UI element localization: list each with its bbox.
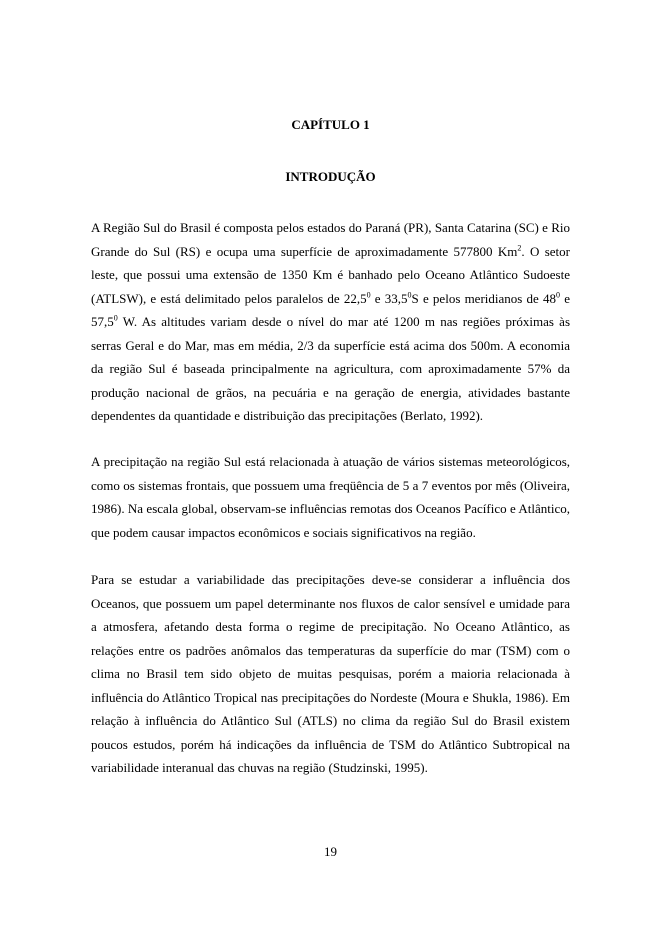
section-title: INTRODUÇÃO bbox=[285, 169, 376, 184]
superscript-degree-4: 0 bbox=[113, 313, 118, 323]
page-number: 19 bbox=[324, 844, 337, 859]
superscript-degree-2: 0 bbox=[407, 290, 412, 300]
superscript-area-exponent: 2 bbox=[517, 243, 522, 253]
paragraph-1-text-1: A Região Sul do Brasil é composta pelos estados do Paraná (PR), Santa Catarina (SC) e Rio Grande do Sul (RS) e ocupa uma superfície de aproximadamente 577800 Km bbox=[91, 220, 570, 259]
superscript-degree-1: 0 bbox=[366, 290, 371, 300]
paragraph-1-text-5: e 57,5 bbox=[91, 290, 570, 329]
paragraph-2: A precipitação na região Sul está relacionada à atuação de vários sistemas meteorológicos, como os sistemas frontais, que possuem uma freqüência de 5 a 7 eventos por mês (Oliveira, 1986). Na escala global, observam-se influências remotas dos Oceanos Pacífico e Atlântico, que podem causar impactos econômicos e sociais significativos na região. bbox=[91, 454, 570, 540]
paragraph-3: Para se estudar a variabilidade das precipitações deve-se considerar a influência dos Oceanos, que possuem um papel determinante nos fluxos de calor sensível e umidade para a atmosfera, afetando desta forma o regime de precipitação. No Oceano Atlântico, as relações entre os padrões anômalos das temperaturas da superfície do mar (TSM) com o clima no Brasil tem sido objeto de muitas pesquisas, porém a maioria relacionada à influência do Atlântico Tropical nas precipitações do Nordeste (Moura e Shukla, 1986). Em relação à influência do Atlântico Sul (ATLS) no clima da região Sul do Brasil existem poucos estudos, porém há indicações da influência de TSM do Atlântico Subtropical na variabilidade interanual das chuvas na região (Studzinski, 1995). bbox=[91, 572, 570, 775]
paragraph-1-text-3: e 33,5 bbox=[370, 290, 408, 306]
paragraph-1 bbox=[91, 216, 570, 428]
chapter-heading: CAPÍTULO 1 bbox=[291, 117, 370, 132]
paragraph-1-text-6: W. As altitudes variam desde o nível do mar até 1200 m nas regiões próximas às serras Geral e do Mar, mas em média, 2/3 da superfície está acima dos 500m. A economia da região Sul é baseada principalmente na agricultura, com aproximadamente 57% da produção nacional de grãos, na pecuária e na geração de energia, atividades bastante dependentes da quantidade e distribuição das precipitações (Berlato, 1992). bbox=[91, 314, 570, 423]
superscript-degree-3: 0 bbox=[556, 290, 561, 300]
paragraph-1-text-2: . O setor leste, que possui uma extensão de 1350 Km é banhado pelo Oceano Atlântico Sudoeste (ATLSW), e está delimitado pelos paralelos de 22,5 bbox=[91, 243, 570, 306]
paragraph-1-text-4: S e pelos meridianos de 48 bbox=[411, 290, 557, 306]
